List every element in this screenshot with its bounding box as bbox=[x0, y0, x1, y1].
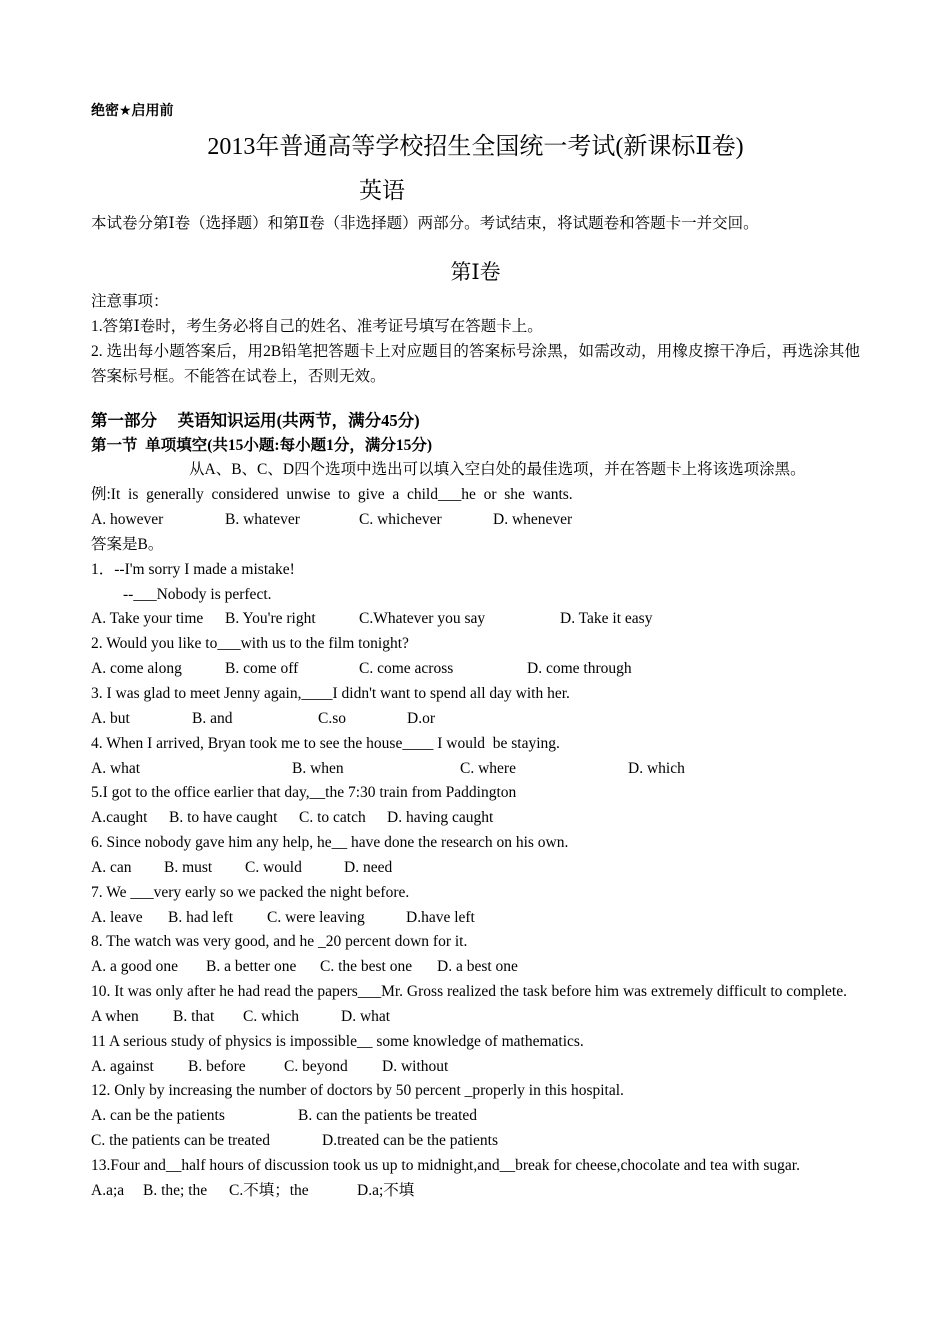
question-6-options bbox=[91, 856, 860, 881]
question-5-options bbox=[91, 806, 860, 831]
option: B. can the patients be treated bbox=[298, 1107, 478, 1125]
question-12-stem: 12. Only by increasing the number of doctors by 50 percent _properly in this hospital. bbox=[91, 1082, 624, 1100]
option: D. whenever bbox=[493, 511, 573, 529]
question-6-stem: 6. Since nobody gave him any help, he__ have done the research on his own. bbox=[91, 834, 569, 852]
option: A. what bbox=[91, 759, 141, 777]
option: C. were leaving bbox=[267, 908, 365, 926]
option: A.caught bbox=[91, 809, 148, 827]
option: A. come along bbox=[91, 660, 182, 678]
option: C.so bbox=[318, 709, 346, 727]
question-4-stem: 4. When I arrived, Bryan took me to see the house____ I would be staying. bbox=[91, 734, 560, 752]
note-2: 2. 选出每小题答案后，用2B铅笔把答题卡上对应题目的答案标号涂黑，如需改动，用橡皮擦干净后，再选涂其他答案标号框。不能答在试卷上，否则无效。 bbox=[91, 342, 860, 385]
example-answer: 答案是B。 bbox=[91, 535, 164, 553]
question-5-stem: 5.I got to the office earlier that day,__the 7:30 train from Paddington bbox=[91, 784, 517, 802]
question-4-options bbox=[91, 757, 860, 782]
option: B. come off bbox=[225, 660, 299, 678]
question-13-options bbox=[91, 1179, 860, 1204]
option: B. before bbox=[188, 1057, 246, 1075]
option: D. which bbox=[628, 759, 685, 777]
option: A. a good one bbox=[91, 958, 178, 976]
option: C.Whatever you say bbox=[359, 610, 486, 628]
option: D. come through bbox=[527, 660, 632, 678]
question-1-stem: 1．--I'm sorry I made a mistake! bbox=[91, 560, 295, 578]
option: D.have left bbox=[406, 908, 475, 926]
option: A. against bbox=[91, 1057, 154, 1075]
option: C. come across bbox=[359, 660, 454, 678]
option: B. to have caught bbox=[169, 809, 278, 827]
option: B. when bbox=[292, 759, 344, 777]
option: D. a best one bbox=[437, 958, 518, 976]
question-13-stem: 13.Four and__half hours of discussion took us up to midnight,and__break for cheese,chocolate and tea with sugar. bbox=[91, 1157, 800, 1174]
example-options bbox=[91, 508, 860, 533]
confidential-label: 绝密★启用前 bbox=[91, 103, 174, 119]
option: A.a;a bbox=[91, 1181, 125, 1199]
option: B. that bbox=[173, 1007, 215, 1025]
option: A when bbox=[91, 1007, 139, 1025]
option: B. the; the bbox=[143, 1181, 208, 1199]
exam-page bbox=[91, 98, 860, 1204]
option: B. had left bbox=[168, 908, 233, 926]
option: C. beyond bbox=[284, 1057, 348, 1075]
question-8-stem: 8. The watch was very good, and he _20 percent down for it. bbox=[91, 933, 468, 951]
option: C. the best one bbox=[320, 958, 413, 976]
option: C. the patients can be treated bbox=[91, 1132, 271, 1150]
option: C. where bbox=[460, 759, 516, 777]
option: B. and bbox=[192, 709, 233, 727]
question-8-options bbox=[91, 955, 860, 980]
option: D. without bbox=[382, 1057, 449, 1075]
example-stem: 例:It is generally considered unwise to give a child___he or she wants. bbox=[91, 486, 573, 504]
question-2-stem: 2. Would you like to___with us to the film tonight? bbox=[91, 635, 409, 653]
option: A. can bbox=[91, 858, 132, 876]
option: B. whatever bbox=[225, 511, 300, 529]
question-10-stem: 10. It was only after he had read the papers___Mr. Gross realized the task before him was extremely difficult to complete. bbox=[91, 983, 847, 1001]
option: D. Take it easy bbox=[560, 610, 653, 628]
question-10-options bbox=[91, 1005, 860, 1030]
question-12-options bbox=[91, 1104, 860, 1129]
option: C. whichever bbox=[359, 511, 442, 529]
option: C.不填；the bbox=[229, 1181, 309, 1199]
option: C. to catch bbox=[299, 809, 366, 827]
option: D. what bbox=[341, 1007, 391, 1025]
option: A. however bbox=[91, 511, 164, 529]
option: A. but bbox=[91, 709, 130, 727]
option: B. must bbox=[164, 858, 213, 876]
note-1: 1.答第Ⅰ卷时，考生务必将自己的姓名、准考证号填写在答题卡上。 bbox=[91, 317, 543, 335]
option: B. a better one bbox=[206, 958, 297, 976]
subject-title: 英语 bbox=[359, 178, 405, 203]
option: D. need bbox=[344, 858, 393, 876]
question-7-stem: 7. We ___very early so we packed the night before. bbox=[91, 883, 410, 901]
part-title: 第一部分 英语知识运用(共两节，满分45分) bbox=[91, 411, 420, 431]
question-3-stem: 3. I was glad to meet Jenny again,____I didn't want to spend all day with her. bbox=[91, 684, 570, 702]
option: D. having caught bbox=[387, 809, 494, 827]
notes-title: 注意事项： bbox=[91, 293, 169, 310]
question-7-options bbox=[91, 906, 860, 931]
option: A. Take your time bbox=[91, 610, 204, 628]
exam-title: 2013年普通高等学校招生全国统一考试(新课标Ⅱ卷) bbox=[207, 134, 744, 160]
question-11-options bbox=[91, 1055, 860, 1080]
instruction: 从A、B、C、D四个选项中选出可以填入空白处的最佳选项，并在答题卡上将该选项涂黑。 bbox=[189, 461, 806, 479]
option: B. You're right bbox=[225, 610, 316, 628]
question-3-options bbox=[91, 707, 860, 732]
exam-intro: 本试卷分第Ⅰ卷（选择题）和第Ⅱ卷（非选择题）两部分。考试结束，将试题卷和答题卡一并交回。 bbox=[91, 215, 759, 232]
question-2-options bbox=[91, 657, 860, 682]
option: D.treated can be the patients bbox=[322, 1132, 499, 1150]
option: A. leave bbox=[91, 908, 143, 926]
volume-title: 第Ⅰ卷 bbox=[450, 260, 501, 284]
option: C. which bbox=[243, 1007, 299, 1025]
question-1-reply: --___Nobody is perfect. bbox=[123, 585, 272, 603]
option: C. would bbox=[245, 858, 302, 876]
option: A. can be the patients bbox=[91, 1107, 225, 1125]
option: D.a;不填 bbox=[357, 1181, 415, 1199]
question-11-stem: 11 A serious study of physics is impossible__ some knowledge of mathematics. bbox=[91, 1032, 584, 1050]
option: D.or bbox=[407, 709, 435, 727]
question-12-options-2 bbox=[91, 1129, 860, 1154]
section-title: 第一节 单项填空(共15小题:每小题1分，满分15分) bbox=[91, 437, 432, 455]
question-1-options bbox=[91, 607, 860, 632]
